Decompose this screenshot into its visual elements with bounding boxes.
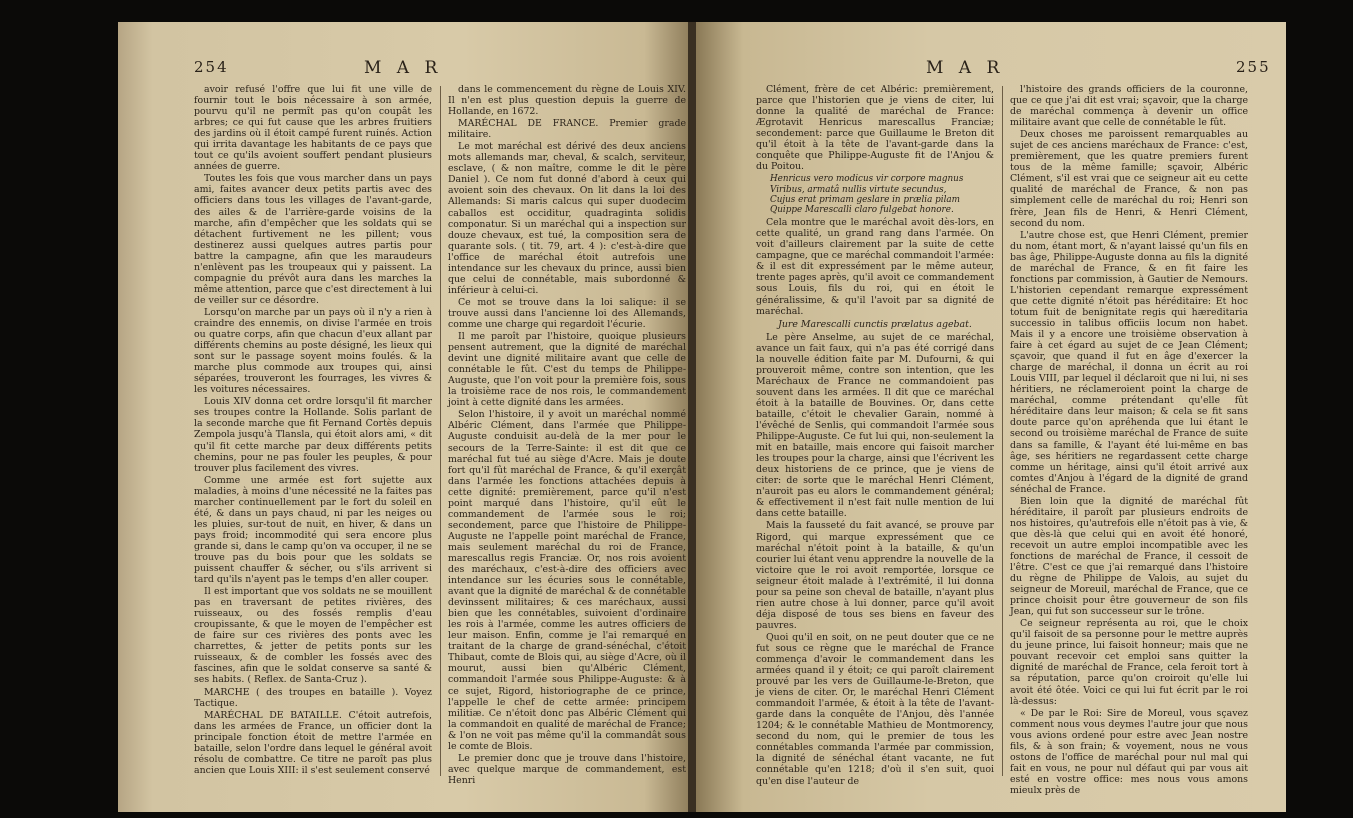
right-column-1: [756, 84, 995, 787]
paragraph: Quoi qu'il en soit, on ne peut douter que ce ne fut sous ce règne que le maréchal de France commença d'avoir le commandement dans les armées quand il y étoit; ce qui paroît clairement prouvé par les vers de Guillaume-le-Breton, que je viens de citer. Or, le maréchal Henri Clément commandoit l'armée, & étoit à la tête de l'avant-garde dans la conquête de l'Anjou, dès l'année 1204; & le connétable Mathieu de Montmorency, second du nom, qui le premier de tous les connétables commanda l'armée par commission, la dignité de sénéchal étant vacante, ne fut connétable qu'en 1218; d'où il s'en suit, quoi qu'en dise l'auteur de: [756, 631, 994, 787]
left-page-number: 254: [194, 58, 229, 76]
paragraph: Lorsqu'on marche par un pays où il n'y a rien à craindre des ennemis, on divise l'armée en trois ou quatre corps, afin que chacun d'eux allant par différents chemins au poste désigné, les lieux qui sont sur le passage soyent moins foulés. & la marche plus commode aux troupes qui, ainsi séparées, trouveront les fourrages, les vivres & les voitures nécessaires.: [194, 306, 432, 396]
entry-marechal-de-france: MARÉCHAL DE FRANCE. Premier grade militaire.: [448, 118, 686, 141]
paragraph: Il me paroît par l'histoire, quoique plusieurs pensent autrement, que la dignité de maréchal devint une dignité militaire avant que celle de connétable le fût. C'est du temps de Philippe-Auguste, que l'on voit pour la première fois, sous la troisième race de nos rois, le commandement joint à cette dignité dans les armées.: [448, 331, 686, 409]
book-spread: [118, 22, 1286, 812]
right-column-2: [1010, 84, 1248, 796]
column-divider: [1002, 86, 1003, 776]
paragraph: Clément, frère de cet Albéric: premièrement, parce que l'historien que je viens de citer, lui donne la qualité de maréchal de France: Ægrotavit Henricus marescallus Franciæ; secondement: parce que Guillaume le Breton dit qu'il étoit à la tête de l'avant-garde dans la conquête que Philippe-Auguste fit de l'Anjou & du Poitou.: [756, 84, 994, 173]
paragraph: Deux choses me paroissent remarquables au sujet de ces anciens maréchaux de France: c'est, premièrement, que les quatre premiers furent tous de la même famille; sçavoir, Albéric Clément, s'il est vrai que ce seigneur ait eu cette qualité de maréchal de France, & non pas simplement celle de maréchal du roi; Henri son frère, Jean fils de Henri, & Henri Clément, second du nom.: [1010, 129, 1248, 229]
paragraph: Le mot maréchal est dérivé des deux anciens mots allemands mar, cheval, & scalch, serviteur, esclave, ( & non maître, comme le dit le père Daniel ). Ce nom fut donné d'abord à ceux qui avoient soin des chevaux. On lit dans la loi des Allemands: Si maris calcus qui super duodecim caballos est occiditur, quadraginta solidis componatur. Si un maréchal qui a inspection sur douze chevaux, est tué, la composition sera de quarante sols. ( tit. 79, art. 4 ): c'est-à-dire que l'office de maréchal étoit autrefois une intendance sur les chevaux du prince, aussi bien que celui de connétable, mais subordonné & inférieur à celui-ci.: [448, 141, 686, 296]
paragraph: Le premier donc que je trouve dans l'histoire, avec quelque marque de commandement, est Henri: [448, 752, 686, 786]
right-page-header: [696, 58, 1286, 80]
latin-verse: [770, 174, 994, 215]
paragraph: Selon l'histoire, il y avoit un maréchal nommé Albéric Clément, dans l'armée que Philippe-Auguste conduisit au-delà de la mer pour le secours de la Terre-Sainte: il est dit que ce maréchal fut tué au siège d'Acre. Mais je doute fort qu'il fût maréchal de France, & qu'il exerçât dans l'armée les fonctions attachées depuis à cette dignité: premièrement, parce qu'il n'est point marqué dans l'histoire, qu'il eût le commandement de l'armée sous le roi; secondement, parce que l'histoire de Philippe-Auguste ne l'appelle point maréchal de France, mais seulement maréchal du roi de France, marescallus regis Franciæ. Or, nos rois avoient des maréchaux, c'est-à-dire des officiers avec intendance sur les écuries sous le connétable, avant que la dignité de maréchal & de connétable devinssent militaires; & ces maréchaux, aussi bien que les connétables, suivoient d'ordinaire les rois à l'armée, comme les autres officiers de leur maison. Enfin, comme je l'ai remarqué en traitant de la charge de grand-sénéchal, c'étoit Thibaut, comte de Blois qui, au siège d'Acre, où il mourut, aussi bien qu'Albéric Clément, commandoit l'armée sous Philippe-Auguste: & à ce sujet, Rigord, historiographe de ce prince, l'appelle le chef de cette armée: principem militiæ. Ce n'étoit donc pas Albéric Clément qui la commandoit en qualité de maréchal de France; & l'on ne voit pas même qu'il la commandât sous le comte de Blois.: [448, 409, 686, 752]
paragraph: Mais la fausseté du fait avancé, se prouve par Rigord, qui marque expressément que ce maréchal n'étoit point à la bataille, & qu'un courier lui étant venu apprendre la nouvelle de la victoire que le roi avoit remportée, lorsque ce seigneur étoit malade à l'extrémité, il lui donna pour sa peine son cheval de bataille, n'ayant plus rien autre chose à lui donner, parce qu'il avoit déja disposé de tous ses biens en faveur des pauvres.: [756, 520, 994, 631]
paragraph: Le père Anselme, au sujet de ce maréchal, avance un fait faux, qui n'a pas été corrigé dans la nouvelle édition faite par M. Dufourni, & qui prouveroit même, contre son intention, que les Maréchaux de France ne commandoient pas souvent dans les armées. Il dit que ce maréchal étoit à la bataille de Bouvines. Or, dans cette bataille, c'étoit le chevalier Garain, nommé à l'évêché de Senlis, qui commandoit l'armée sous Philippe-Auguste. Ce fut lui qui, non-seulement la mit en bataille, mais encore qui faisoit marcher les troupes pour la charge, ainsi que l'écrivent les deux historiens de ce prince, que je viens de citer: de sorte que le maréchal Henri Clément, n'auroit pas eu alors le commandement général; & effectivement il n'est fait nulle mention de lui dans cette bataille.: [756, 331, 995, 520]
paragraph: Toutes les fois que vous marcher dans un pays ami, faites avancer deux petits partis avec des officiers dans tous les villages de l'avant-garde, des ailes & de l'arrière-garde voisins de la marche, afin d'empêcher que les soldats qui se détachent furtivement ne les pillent; vous destinerez aussi quelques autres partis pour battre la campagne, afin que les maraudeurs n'enlèvent pas les troupeaux qui y paissent. La compagnie du prévôt aura dans les marches la même attention, parce que c'est directement à lui de veiller sur ce désordre.: [194, 173, 432, 306]
right-running-title: M A R: [926, 58, 1005, 78]
entry-marche-bataille: MARCHE ( des troupes en bataille ). Voyez Tactique.: [194, 686, 432, 709]
left-page-header: [118, 58, 690, 80]
paragraph: L'autre chose est, que Henri Clément, premier du nom, étant mort, & n'ayant laissé qu'un fils en bas âge, Philippe-Auguste donna au fils la dignité de maréchal de France, & en fit faire les fonctions par commission, à Gautier de Nemours. L'historien cependant remarque expressément que cette dignité n'étoit pas héréditaire: Et hoc totum fuit de benignitate regis qui hæreditaria successio in talibus officiis locum non habet. Mais il y a encore une troisième observation à faire à cet égard au sujet de ce Jean Clément; sçavoir, que quand il fut en âge d'exercer la charge de maréchal, il donna un écrit au roi Louis VIII, par lequel il déclaroit que ni lui, ni ses héritiers, ne réclameroient point la charge de maréchal, comme prétendant qu'elle fût héréditaire dans leur maison; & cela se fit sans doute parce qu'on apréhenda que lui étant le second ou troisième maréchal de France de suite dans sa famille, & l'ayant été lui-même en bas âge, ses héritiers ne regardassent cette charge comme un héritage, ainsi qu'il étoit arrivé aux comtes d'Anjou à l'égard de la dignité de grand sénéchal de France.: [1010, 229, 1248, 495]
paragraph: l'histoire des grands officiers de la couronne, que ce que j'ai dit est vrai; sçavoir, que la charge de maréchal commença à devenir un office militaire avant que celle de connétable le fût.: [1010, 84, 1248, 129]
paragraph: Il est important que vos soldats ne se mouillent pas en traversant de petites rivières, des ruisseaux, ou des fossés remplis d'eau croupissante, & que le moyen de l'empêcher est de faire sur ces rivières des ponts avec les charrettes, & jetter de petits ponts sur les ruisseaux, & de combler les fossés avec des fascines, afin que le soldat conserve sa santé & ses habits. ( Reflex. de Santa-Cruz ).: [194, 586, 432, 686]
paragraph: Bien loin que la dignité de maréchal fût héréditaire, il paroît par plusieurs endroits de nos histoires, qu'autrefois elle n'étoit pas à vie, & que dès-là que celui qui en avoit été honoré, recevoit un autre emploi incompatible avec les fonctions de maréchal de France, il cessoit de l'être. C'est ce que j'ai remarqué dans l'histoire du règne de Philippe de Valois, au sujet du seigneur de Moreuil, maréchal de France, que ce prince choisit pour être gouverneur de son fils Jean, qui fut son successeur sur le trône.: [1010, 495, 1248, 618]
paragraph: Ce mot se trouve dans la loi salique: il se trouve aussi dans l'ancienne loi des Allemands, comme une charge qui regardoit l'écurie.: [448, 296, 686, 330]
left-column-2: [448, 84, 686, 784]
left-page: [118, 22, 690, 812]
left-running-title: M A R: [364, 58, 443, 78]
right-page: [696, 22, 1286, 812]
paragraph: Comme une armée est fort sujette aux maladies, à moins d'une nécessité ne la faites pas marcher continuellement par le fort du soleil en été, & dans un pays chaud, ni par les neiges ou les pluies, sur-tout de nuit, en hiver, & dans un pays froid; incommodité qui sera encore plus grande si, dans le camp qu'on va occuper, il ne se trouve pas du bois pour que les soldats se puissent chauffer & sécher, ou s'ils arrivent si tard qu'ils n'ayent pas le temps d'en aller couper.: [194, 474, 432, 586]
paragraph: dans le commencement du règne de Louis XIV. Il n'en est plus question depuis la guerre de Hollande, en 1672.: [448, 84, 686, 118]
paragraph: Louis XIV donna cet ordre lorsqu'il fit marcher ses troupes contre la Hollande. Solis parlant de la seconde marche que fit Fernand Cortès depuis Zempola jusqu'à Tlansla, qui étoit alors ami, « dit qu'il fit cette marche par deux différents petits chemins, pour ne pas fouler les peuples, & pour trouver plus facilement des vivres.: [194, 396, 432, 474]
verse-line: Cujus erat primam geslare in prælia pilam: [770, 194, 960, 205]
left-column-1: [194, 84, 432, 784]
paragraph: Ce seigneur représenta au roi, que le choix qu'il faisoit de sa personne pour le mettre auprès du jeune prince, lui faisoit honneur; mais que ne pouvant recevoir cet emploi sans quitter la dignité de maréchal de France, cela feroit tort à sa réputation, parce qu'on croiroit qu'elle lui avoit été ôtée. Voici ce qui lui fut écrit par le roi là-dessus:: [1010, 618, 1248, 707]
column-divider: [440, 86, 441, 776]
entry-marechal-de-bataille: MARÉCHAL DE BATAILLE. C'étoit autrefois, dans les armées de France, un officier dont la principale fonction étoit de mettre l'armée en bataille, selon l'ordre dans lequel le général avoit résolu de combattre. Ce titre ne paroît pas plus ancien que Louis XIII: il s'est seulement conservé: [194, 709, 432, 776]
paragraph: Cela montre que le maréchal avoit dès-lors, en cette qualité, un grand rang dans l'armée. On voit d'ailleurs clairement par la suite de cette campagne, que ce maréchal commandoit l'armée: & il est dit expressément par le même auteur, trente pages après, qu'il avoit ce commandement sous Louis, fils du roi, qui en étoit le généralissime, & qu'il l'avoit par sa dignité de maréchal.: [756, 217, 994, 317]
verse-line: Viribus, armatâ nullis virtute secundus,: [770, 184, 947, 195]
paragraph: « De par le Roi: Sire de Moreul, vous sçavez comment nous vous deymes l'autre jour que nous vous avions ordené pour estre avec Jean nostre fils, & à son frain; & voyement, nous ne vous ostons de l'office de maréchal pour nul mal qui fait en vous, ne pour nul défaut qui par vous ait esté en vostre office: mes nous vous amons mieulx près de: [1010, 707, 1248, 796]
latin-quote: Jure Marescalli cunctis prælatus agebat.: [778, 318, 972, 330]
verse-line: Henricus vero modicus vir corpore magnus: [770, 174, 964, 185]
right-page-number: 255: [1236, 58, 1271, 76]
paragraph: avoir refusé l'offre que lui fit une ville de fournir tout le bois nécessaire à son armée, pourvu qu'il ne permît pas qu'on coupât les arbres; ce qui fut cause que les arbres fruitiers des jardins où il étoit campé furent ruinés. Action qui irrita davantage les habitants de ce pays que tout ce qu'ils avoient souffert pendant plusieurs années de guerre.: [194, 84, 432, 173]
verse-line: Quippe Marescalli claro fulgebat honore.: [770, 204, 954, 215]
